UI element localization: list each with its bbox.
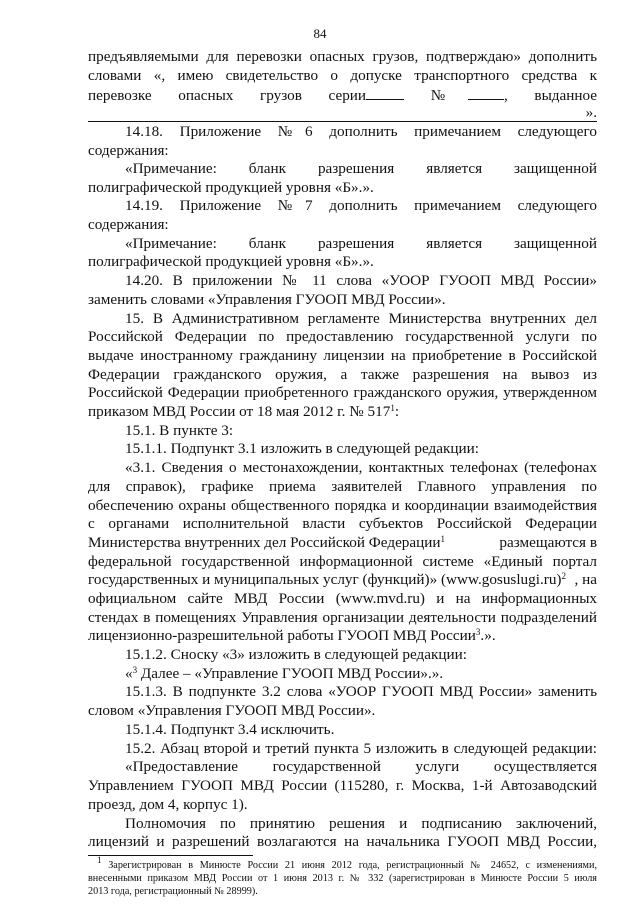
text-line: 14.18. Приложение №6 дополнить примечанием следующего — [125, 123, 597, 140]
word: серии — [328, 87, 367, 104]
footnote-separator — [88, 855, 253, 856]
text-segment: лицензионно-разрешительной работы ГУООП МВД России — [88, 627, 476, 644]
text-line: ». — [585, 104, 597, 121]
text-line: Полномочия по принятию решения и подписанию заключений, — [125, 815, 597, 832]
text-line: 15.1.1. Подпункт 3.1 изложить в следующей редакции: — [125, 440, 479, 457]
text-line: «Предоставление государственной услуги осуществляется — [125, 758, 597, 775]
text-line: словом «Управления ГУООП МВД России». — [88, 702, 376, 719]
text-segment: « — [125, 665, 133, 682]
text-line — [88, 627, 597, 645]
text-line: 15.2. Абзац второй и третий пункта 5 изложить в следующей редакции: — [125, 740, 597, 757]
text-segment: , на — [574, 571, 597, 588]
text-line: обеспечению охраны общественного порядка и координации взаимодействия — [88, 497, 597, 514]
word: грузов — [260, 87, 302, 104]
text-line: федеральной государственной информационной системе «Единый портал — [88, 553, 597, 570]
footnote-mark: 1 — [97, 855, 102, 865]
word: перевозке — [88, 87, 152, 104]
text-line: Российской Федерации приобретенного гражданского оружия, утвержденном — [88, 384, 597, 401]
text-line — [125, 665, 597, 683]
text-line: официальном сайте МВД России (www.mvd.ru) и на информационных — [88, 590, 597, 607]
footnote-line: 2013 года, регистрационный № 28999). — [88, 886, 258, 897]
footnote-ref: 2 — [561, 571, 566, 581]
text-line: 15. В Административном регламенте Министерства внутренних дел — [125, 310, 597, 327]
text-segment: приказом МВД России от 18 мая 2012 г. № 517 — [88, 403, 391, 420]
text-line: приказом МВД России от 18 мая 2012 г. № $517^1$: — [88, 403, 400, 420]
text-line: Российской Федерации по предоставлению государственной услуги по — [88, 328, 597, 345]
text-segment: размещаются в — [499, 534, 597, 551]
text-line: полиграфической продукцией уровня «Б».». — [88, 179, 374, 196]
text-line-blanks — [88, 86, 597, 104]
text-line: Федерации гражданского оружия, а также разрешения на вывоз из — [88, 366, 597, 383]
footnote-line: внесенными приказом МВД России от 1 июня 2013 г. № 332 (зарегистрирован в Минюсте России 5 июля — [88, 873, 597, 884]
text-line: содержания: — [88, 216, 169, 233]
blank-number — [468, 86, 504, 100]
text-line: выдаче иностранному гражданину лицензии на приобретение в Российской — [88, 347, 597, 364]
footnote-ref: 1 — [390, 403, 395, 413]
text-line: словами «, имею свидетельство о допуске транспортного средства к — [88, 67, 597, 84]
text-line: полиграфической продукцией уровня «Б».». — [88, 253, 374, 270]
text-line: 15.1.3. В подпункте 3.2 слова «УООР ГУООП МВД России» заменить — [125, 683, 597, 700]
word: опасных — [178, 87, 234, 104]
text-segment: .». — [480, 627, 496, 644]
text-line: «3.1. Сведения о местонахождении, контактных телефонах (телефонах — [125, 459, 597, 476]
text-line: заменить словами «Управления ГУООП МВД России». — [88, 291, 446, 308]
text-line: предъявляемыми для перевозки опасных грузов, подтверждаю» дополнить — [88, 48, 597, 65]
text-segment: Министерства внутренних дел Российской Федерации — [88, 534, 441, 551]
blank-series — [366, 86, 404, 100]
text-line — [88, 571, 597, 589]
text-line: Управлением ГУООП МВД России (115280, г. Москва, 1-й Автозаводский — [88, 777, 597, 794]
footnote-ref: 3 — [132, 665, 138, 675]
text-line: для справок), графике приема заявителей Главного управления по — [88, 478, 597, 495]
word: № — [430, 87, 468, 104]
text-line — [88, 534, 597, 552]
text-line: «Примечание: бланк разрешения является защищенной — [125, 235, 597, 252]
text-line: 15.1.4. Подпункт 3.4 исключить. — [125, 721, 335, 738]
text-line: 14.19. Приложение №7 дополнить примечанием следующего — [125, 197, 597, 214]
text-segment: Далее – «Управление ГУООП МВД России».». — [137, 665, 444, 682]
word: выданное — [534, 87, 598, 104]
text-line: с органами исполнительной власти субъектов Российской Федерации — [88, 515, 597, 532]
footnote-line — [97, 855, 597, 872]
text-line: 14.20. В приложении № 11 слова «УООР ГУООП МВД России» — [125, 272, 597, 289]
word: , — [504, 87, 508, 104]
text-line: содержания: — [88, 142, 169, 159]
text-line: «Примечание: бланк разрешения является защищенной — [125, 160, 597, 177]
text-line: стендах в помещениях Управления организации деятельности подразделений — [88, 609, 597, 626]
text-line: проезд, дом 4, корпус 1). — [88, 796, 248, 813]
text-line: лицензий и разрешений возлагаются на начальника ГУООП МВД России, — [88, 833, 597, 850]
page-number: 84 — [313, 26, 327, 41]
text-segment: государственных и муниципальных услуг (функций)» (www.gosuslugi.ru) — [88, 571, 562, 588]
footnote-text: Зарегистрирован в Минюсте России 21 июня 2012 года, регистрационный № 24652, с изменениями, — [101, 860, 597, 871]
footnote-ref: 3 — [475, 627, 481, 637]
text-line: 15.1. В пункте 3: — [125, 422, 234, 439]
text-line: 15.1.2. Сноску «3» изложить в следующей редакции: — [125, 646, 468, 663]
footnote-ref: 1 — [440, 534, 446, 544]
